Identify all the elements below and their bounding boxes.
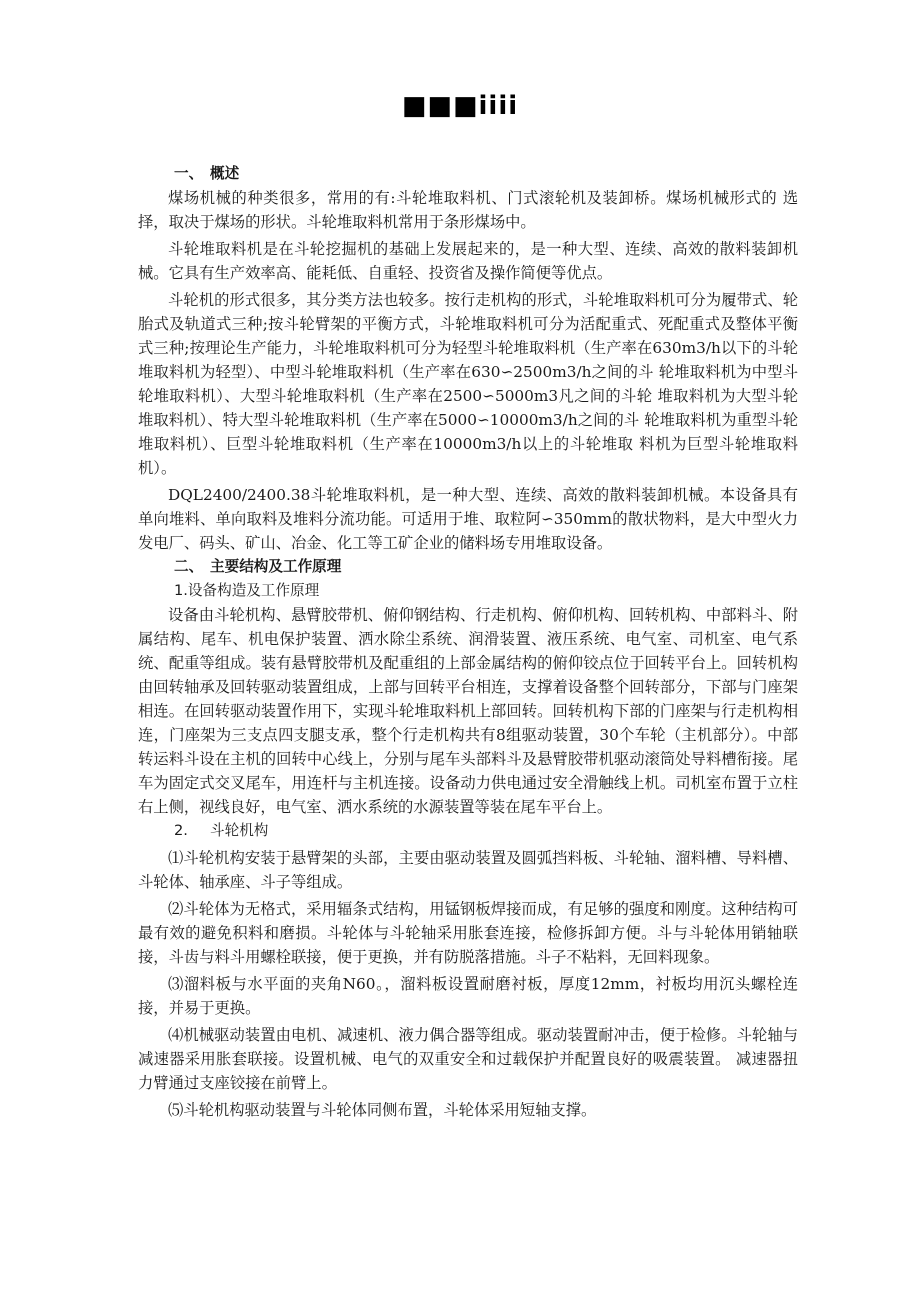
subsection-heading-construction: 1.设备构造及工作原理 — [174, 582, 320, 599]
paragraph: 设备由斗轮机构、悬臂胶带机、俯仰钢结构、行走机构、俯仰机构、回转机构、中部料斗、附属结构、尾车、机电保护装置、洒水除尘系统、润滑装置、液压系统、电气室、司机室、电气系统、配重等组成。装有悬臂胶带机及配重组的上部金属结构的俯仰铰点位于回转平台上。回转机构由回转轴承及回转驱动装置组成，上部与回转平台相连，支撑着设备整个回转部分，下部与门座架相连。在回转驱动装置作用下，实现斗轮堆取料机上部回转。回转机构下部的门座架与行走机构相连，门座架为三支点四支腿支承，整个行走机构共有8组驱动装置，30个车轮（主机部分）。中部转运料斗设在主机的回转中心线上，分别与尾车头部料斗及悬臂胶带机驱动滚筒处导料槽衔接。尾车为固定式交叉尾车，用连杆与主机连接。设备动力供电通过安全滑触线上机。司机室布置于立柱右上侧，视线良好，电气室、洒水系统的水源装置等装在尾车平台上。 — [138, 606, 798, 816]
section-heading-structure: 二、 主要结构及工作原理 — [174, 558, 342, 575]
document-title: ■■■iiii — [401, 91, 519, 121]
paragraph: DQL2400/2400.38斗轮堆取料机，是一种大型、连续、高效的散料装卸机械。本设备具有单向堆料、单向取料及堆料分流功能。可适用于堆、取粒阿∽350mm的散状物料，是大中型火力发电厂、码头、矿山、冶金、化工等工矿企业的储料场专用堆取设备。 — [138, 486, 798, 552]
paragraph: ⑷机械驱动装置由电机、减速机、液力偶合器等组成。驱动装置耐冲击，便于检修。斗轮轴与减速器采用胀套联接。设置机械、电气的双重安全和过载保护并配置良好的吸震装置。 减速器扭力臂通过支座铰接在前臂上。 — [138, 1026, 798, 1092]
paragraph: ⑶溜料板与水平面的夹角N60。，溜料板设置耐磨衬板，厚度12mm，衬板均用沉头螺栓连接，并易于更换。 — [138, 975, 798, 1017]
subsection-heading-bucket-wheel: 2. 斗轮机构 — [174, 822, 269, 839]
paragraph: ⑵斗轮体为无格式，采用辐条式结构，用锰钢板焊接而成，有足够的强度和刚度。这种结构可最有效的避免积料和磨损。斗轮体与斗轮轴采用胀套连接，检修拆卸方便。斗与斗轮体用销轴联接，斗齿与料斗用螺栓联接，便于更换，并有防脱落措施。斗子不粘料，无回料现象。 — [138, 900, 798, 966]
section-heading-overview: 一、 概述 — [174, 165, 240, 182]
paragraph: 斗轮堆取料机是在斗轮挖掘机的基础上发展起来的，是一种大型、连续、高效的散料装卸机械。它具有生产效率高、能耗低、自重轻、投资省及操作简便等优点。 — [138, 240, 798, 282]
paragraph: 煤场机械的种类很多，常用的有:斗轮堆取料机、门式滚轮机及装卸桥。煤场机械形式的 选择，取决于煤场的形状。斗轮堆取料机常用于条形煤场中。 — [138, 189, 798, 231]
paragraph: ⑴斗轮机构安装于悬臂架的头部，主要由驱动装置及圆弧挡料板、斗轮轴、溜料槽、导料槽、斗轮体、轴承座、斗子等组成。 — [138, 849, 798, 891]
document-body — [138, 162, 798, 1122]
paragraph: ⑸斗轮机构驱动装置与斗轮体同侧布置，斗轮体采用短轴支撑。 — [168, 1101, 597, 1119]
paragraph: 斗轮机的形式很多，其分类方法也较多。按行走机构的形式，斗轮堆取料机可分为履带式、轮胎式及轨道式三种;按斗轮臂架的平衡方式，斗轮堆取料机可分为活配重式、死配重式及整体平衡式三种;按理论生产能力，斗轮堆取料机可分为轻型斗轮堆取料机（生产率在630m3/h以下的斗轮堆取料机为轻型）、中型斗轮堆取料机（生产率在630∽2500m3/h之间的斗 轮堆取料机为中型斗轮堆取料机）、大型斗轮堆取料机（生产率在2500∽5000m3凡之间的斗轮 堆取料机为大型斗轮堆取料机）、特大型斗轮堆取料机（生产率在5000∽10000m3/h之间的斗 轮堆取料机为重型斗轮堆取料机）、巨型斗轮堆取料机（生产率在10000m3/h以上的斗轮堆取 料机为巨型斗轮堆取料机）。 — [138, 291, 798, 477]
